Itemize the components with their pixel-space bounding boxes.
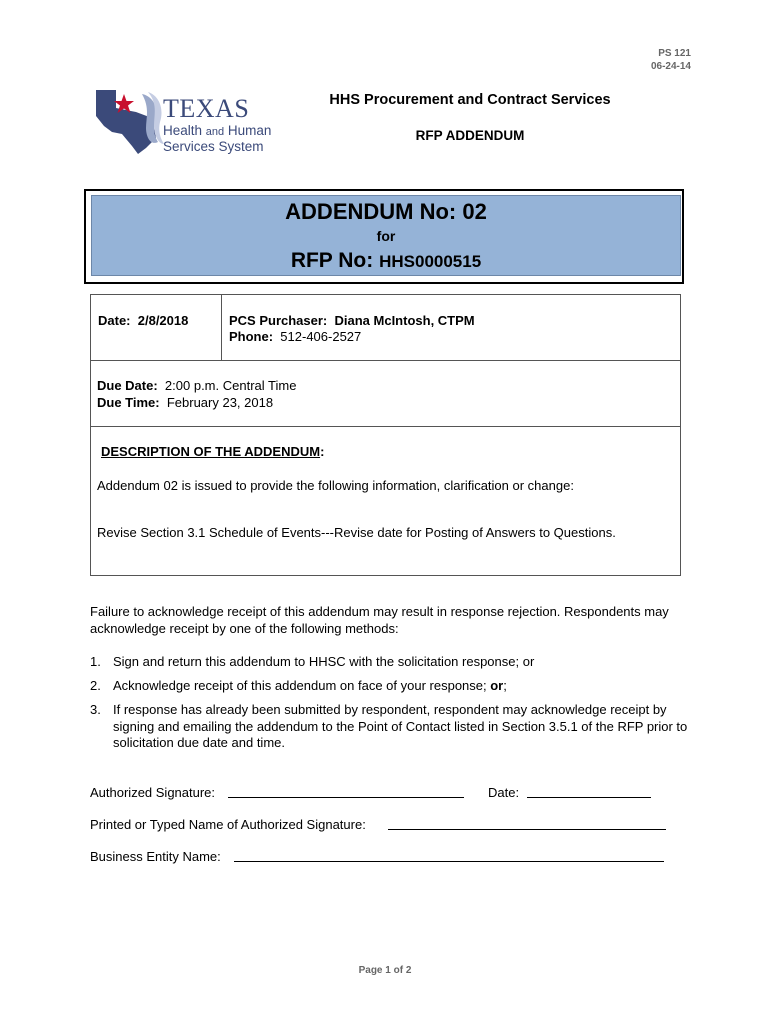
form-code [651,47,691,73]
logo-texas-text: TEXAS [163,94,250,123]
texas-map-icon [96,90,164,154]
business-entity-label: Business Entity Name: [90,849,221,864]
description-line-2: Revise Section 3.1 Schedule of Events---Revise date for Posting of Answers to Questions. [97,525,616,540]
logo-health-text [163,123,271,138]
purchaser-field [229,313,475,329]
date-label: Date: [98,313,131,328]
page-number: Page 1 of 2 [358,965,412,976]
authorized-signature-label: Authorized Signature: [90,785,216,800]
form-date: 06-24-14 [650,61,691,72]
table-divider-1 [90,360,681,361]
authorized-signature-line[interactable] [228,797,464,798]
rfp-number [91,249,681,273]
description-heading [101,444,324,460]
table-divider-2 [90,426,681,427]
phone-field [229,329,361,345]
signature-date-line[interactable] [527,797,651,798]
description-line-1: Addendum 02 is issued to provide the following information, clarification or change: [97,478,574,493]
list-item [90,654,690,671]
printed-name-label: Printed or Typed Name of Authorized Signature: [90,817,366,832]
phone-value: 512-406-2527 [280,329,362,344]
description-heading-colon: : [320,444,325,459]
signature-date-label: Date: [488,785,520,800]
printed-name-line[interactable] [388,829,666,830]
due-date-value: 2:00 p.m. Central Time [164,378,297,393]
form-number: PS 121 [658,48,691,59]
list-item-text-main: Acknowledge receipt of this addendum on face of your response; [113,678,491,693]
list-item-number: 2. [90,678,101,693]
list-item-text [113,678,688,695]
date-value: 2/8/2018 [137,313,189,328]
table-divider-vertical [221,294,222,360]
date-field [98,313,188,329]
list-item [90,678,690,695]
rfp-number-value: HHS0000515 [379,252,482,271]
page-title: HHS Procurement and Contract Services [329,92,611,108]
due-time-value: February 23, 2018 [166,395,274,410]
list-item-text-end: ; [503,678,507,693]
due-time-field [97,395,273,411]
acknowledge-intro: Failure to acknowledge receipt of this addendum may result in response rejection. Respondents may acknowledge receipt by one of the following methods: [90,604,669,636]
purchaser-label: PCS Purchaser: [229,313,328,328]
list-item [90,702,690,754]
description-heading-text: DESCRIPTION OF THE ADDENDUM [101,444,321,459]
addendum-for: for [376,228,396,244]
addendum-number: ADDENDUM No: 02 [285,199,487,224]
business-entity-line[interactable] [234,861,664,862]
due-date-field [97,378,296,394]
purchaser-value: Diana McIntosh, CTPM [334,313,475,328]
logo-word-health: Health [163,123,203,138]
rfp-label: RFP No: [290,249,380,272]
logo-word-and: and [205,126,225,138]
list-item-text: If response has already been submitted by respondent, respondent may acknowledge receipt by signing and emailing the addendum to the Point of Contact listed in Section 3.5.1 of the RFP prior to solicitation due date and time. [113,702,688,750]
page-subtitle: RFP ADDENDUM [415,128,525,143]
list-item-text: Sign and return this addendum to HHSC with the solicitation response; or [113,654,535,669]
logo-services-text: Services System [163,139,264,154]
logo-word-human: Human [227,123,272,138]
due-date-label: Due Date: [97,378,158,393]
list-item-number: 3. [90,702,101,717]
phone-label: Phone: [229,329,274,344]
list-item-text-bold: or [490,678,504,693]
due-time-label: Due Time: [97,395,160,410]
list-item-number: 1. [90,654,101,669]
